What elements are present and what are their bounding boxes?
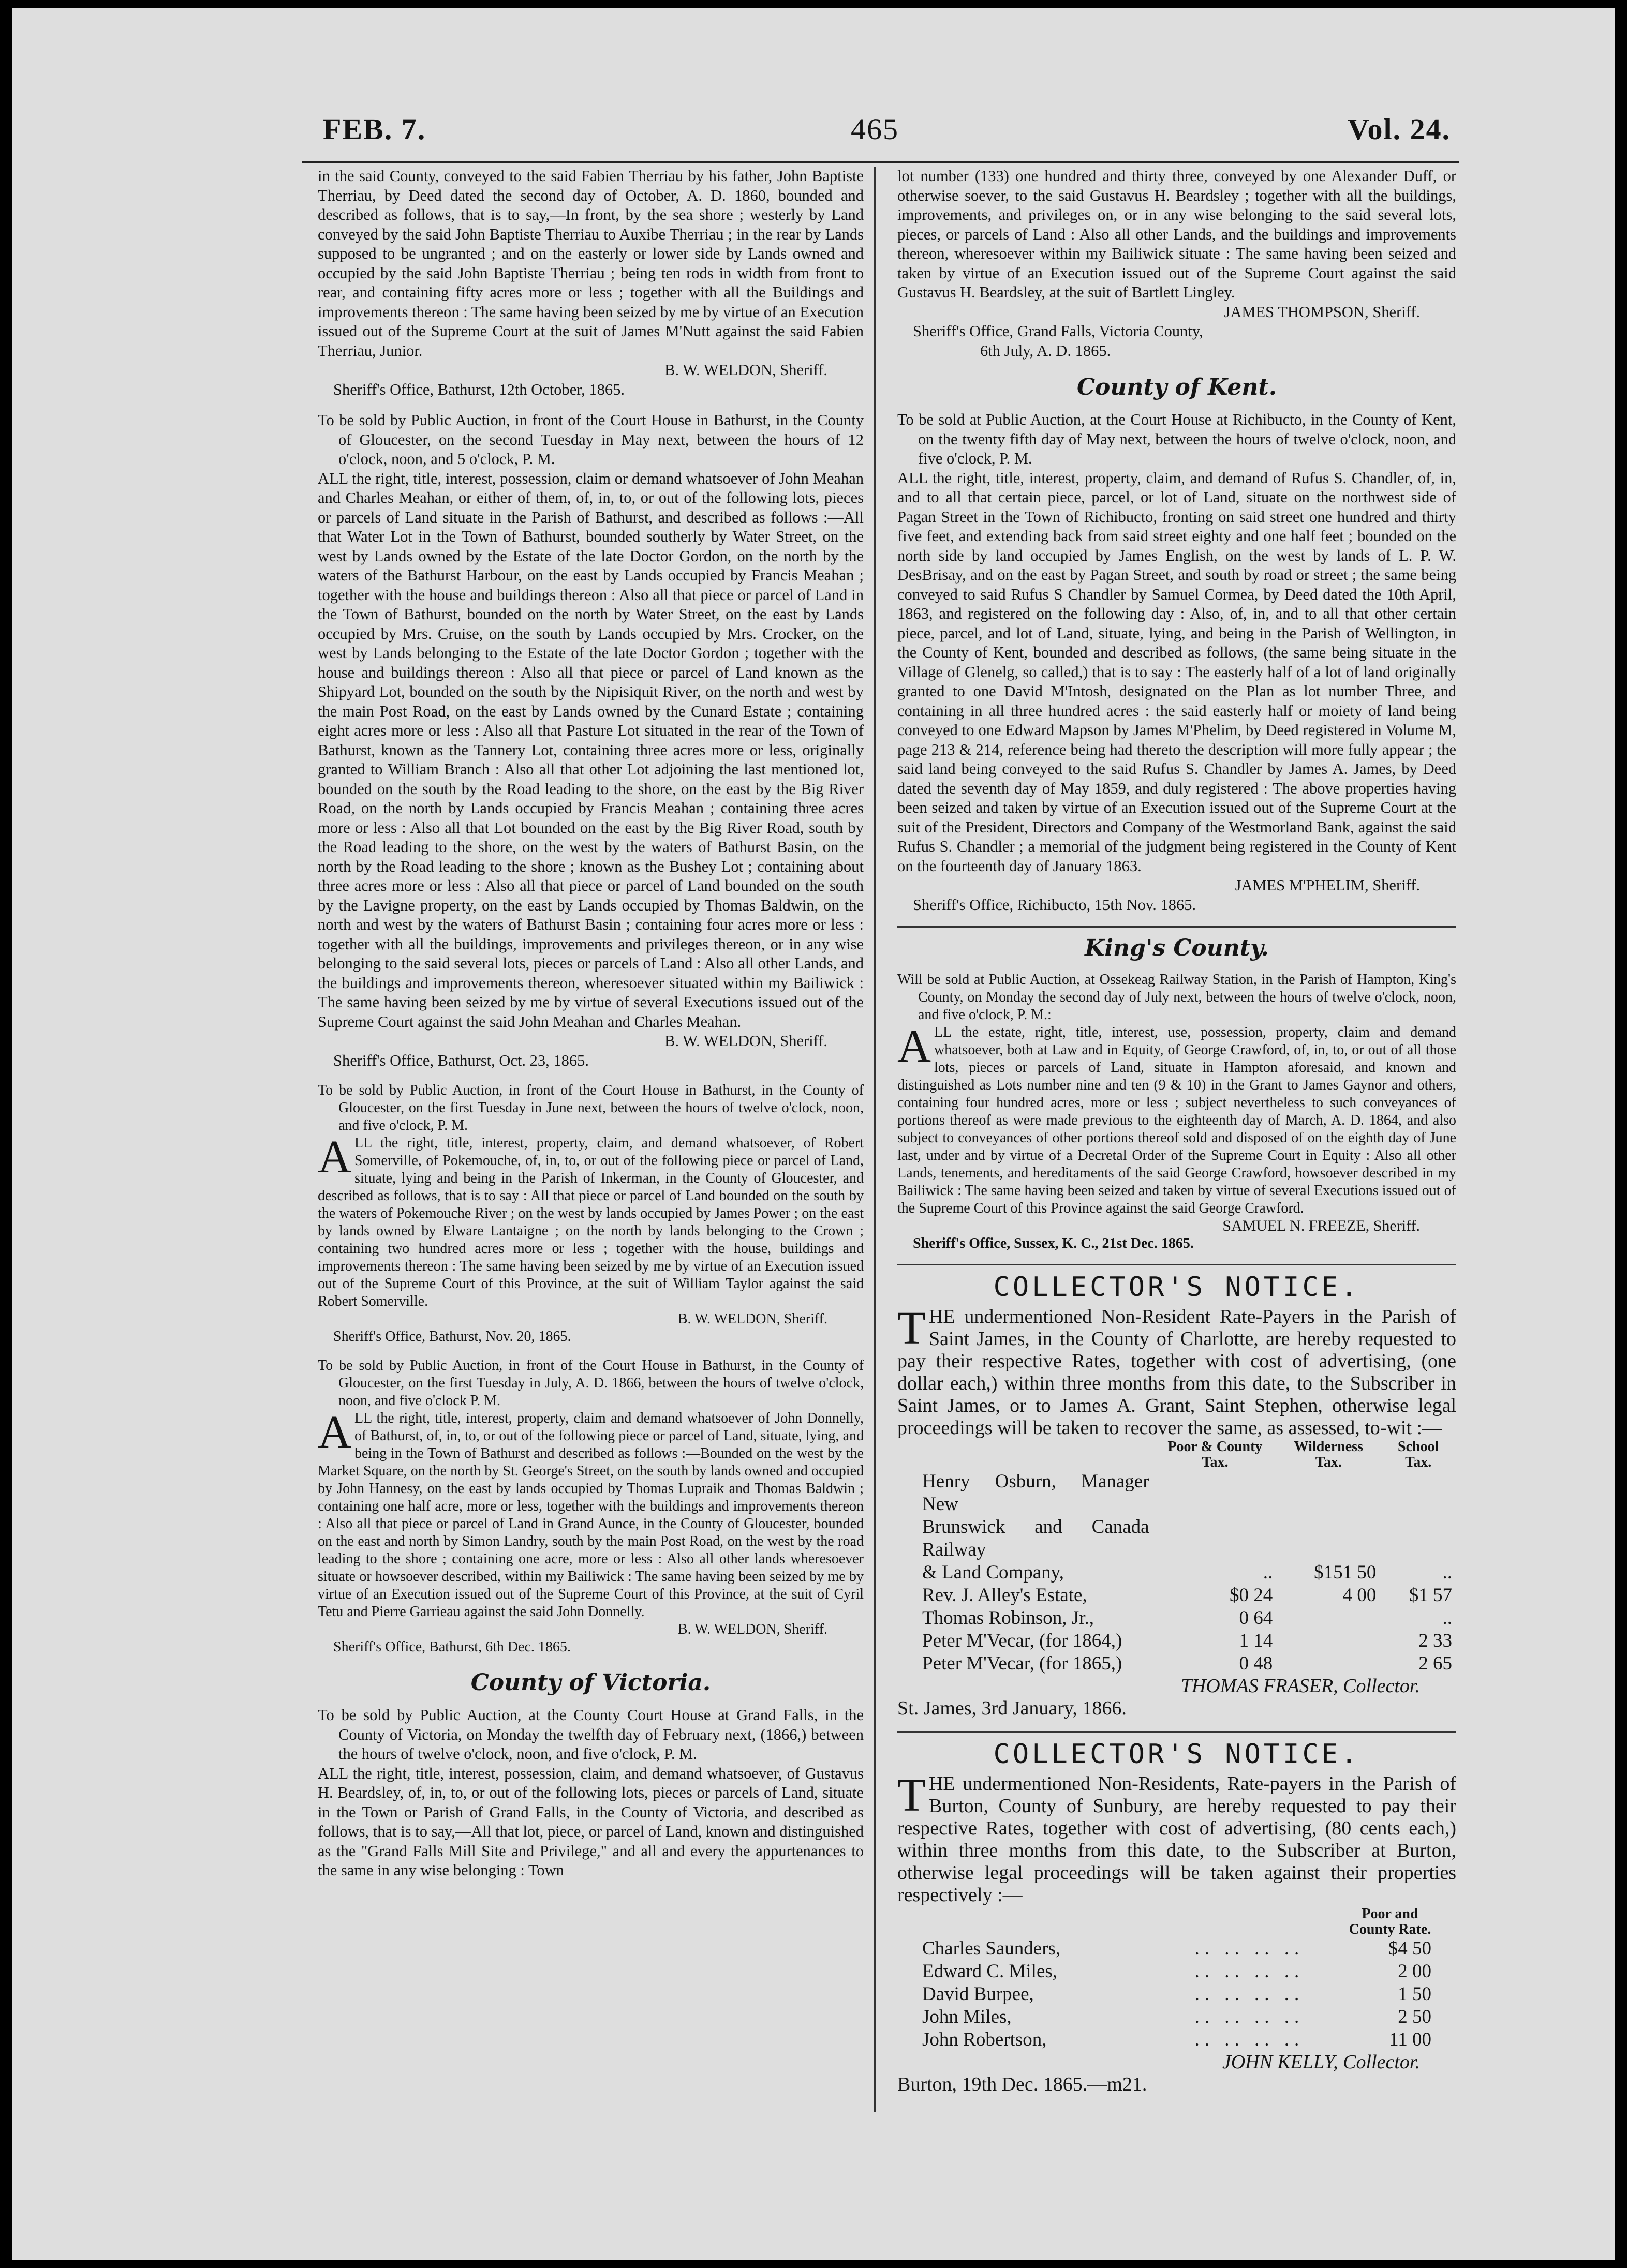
leader-dots: .. .. .. .. (1194, 2006, 1305, 2027)
school-tax: 2 33 (1418, 1630, 1452, 1651)
table-row (918, 1937, 1436, 1960)
advertisement-intro: To be sold by Public Auction, in front of the Court House in Bathurst, in the County of Gloucester, on the second Tuesday in May next, between the hours of 12 o'clock, noon, and 5 o'clock, P. M. (318, 411, 864, 468)
notice-title: COLLECTOR'S NOTICE. (993, 1739, 1360, 1770)
collector-notice (897, 1271, 1456, 1720)
notice-title: COLLECTOR'S NOTICE. (993, 1272, 1360, 1303)
table-header-row (918, 1439, 1456, 1470)
county-heading-kings: King's County. (1085, 935, 1269, 961)
leader-dots: .. .. .. .. (1194, 1961, 1305, 1982)
rate-amount: 11 00 (1389, 2029, 1431, 2050)
sheriff-office-date: Sheriff's Office, Bathurst, 12th October, 1865. (333, 380, 625, 398)
table-row (918, 1584, 1456, 1607)
advertisement (897, 167, 1456, 361)
table-row (918, 1516, 1456, 1561)
wilderness-tax (1277, 1470, 1380, 1516)
header-rule (302, 161, 1459, 163)
poor-county-tax: 0 64 (1239, 1607, 1273, 1629)
leader-dots: .. .. .. .. (1194, 1938, 1305, 1959)
advertisement (318, 1082, 864, 1346)
section-rule (897, 1264, 1456, 1265)
advertisement (897, 410, 1456, 915)
table-row (918, 1607, 1456, 1630)
notice-body: HE undermentioned Non-Resident Rate-Payers in the Parish of Saint James, in the County of Charlotte, are hereby requested to pay their respective Rates, together with cost of advertising, (one dollar each,) within three months from this date, to the Subscriber in Saint James, or to James A. Grant, Saint Stephen, otherwise legal proceedings will be taken to recover the same, as assessed, to-wit :— (897, 1306, 1456, 1439)
sheriff-signature: SAMUEL N. FREEZE, Sheriff. (1222, 1217, 1420, 1234)
collector-signature: THOMAS FRASER, Collector. (1180, 1675, 1420, 1697)
ratepayer-name: John Miles, (922, 2006, 1012, 2027)
section-rule (897, 926, 1456, 928)
table-row (918, 1561, 1456, 1584)
poor-county-tax (1153, 1516, 1277, 1561)
school-tax: .. (1442, 1607, 1452, 1629)
left-column (318, 167, 864, 1892)
sheriff-signature: B. W. WELDON, Sheriff. (677, 1621, 827, 1637)
drop-cap: A (897, 1021, 931, 1072)
newspaper-page (12, 8, 1615, 2260)
advertisement (318, 411, 864, 1070)
ratepayer-name: John Robertson, (922, 2029, 1047, 2050)
sheriff-office-date: Sheriff's Office, Grand Falls, Victoria County, (913, 322, 1203, 340)
rates-table (918, 1439, 1456, 1675)
poor-county-tax: 0 48 (1239, 1653, 1273, 1674)
advertisement-intro: To be sold at Public Auction, at the Court House at Richibucto, in the County of Kent, on the twenty fifth day of May next, between the hours of twelve o'clock, noon, and five o'clock, P. M. (897, 411, 1456, 467)
notice-date: St. James, 3rd January, 1866. (897, 1697, 1127, 1719)
rate-amount: $4 50 (1388, 1938, 1431, 1959)
advertisement-intro: To be sold by Public Auction, in front of the Court House in Bathurst, in the County of Gloucester, on the first Tuesday in June next, between the hours of twelve o'clock, noon, and five o'clock, P. M. (318, 1082, 864, 1133)
rates-table (918, 1906, 1436, 2051)
advertisement-body: LL the estate, right, title, interest, use, possession, property, claim and demand whatsoever, both at Law and in Equity, of George Crawford, of, in, to, or out of all those lots, pieces or parcels of Land, situate in Hampton aforesaid, and known and distinguished as Lots number nine and ten (9 & 10) in the Grant to James Gaynor and others, containing four hundred acres, more or less ; subject nevertheless to such conveyances of portions thereof as were made previous to the eighteenth day of March, A. D. 1864, and also subject to conveyances of other portions thereof sold and disposed of on the eighth day of June last, under and by virtue of a Decretal Order of the Supreme Court in Equity : Also all other Lands, tenements, and hereditaments of the said George Crawford, howsoever described in my Bailiwick : The same having been seized and taken by virtue of several Executions issued out of the Supreme Court of this Province against the said George Crawford. (897, 1024, 1456, 1216)
sheriff-office-date: Sheriff's Office, Bathurst, Nov. 20, 1865. (333, 1329, 571, 1345)
ratepayer-name: Brunswick and Canada Railway (922, 1516, 1149, 1560)
wilderness-tax (1277, 1607, 1380, 1630)
sheriff-signature: JAMES THOMPSON, Sheriff. (1224, 303, 1420, 321)
ratepayer-name: Thomas Robinson, Jr., (922, 1607, 1094, 1629)
header-date: FEB. 7. (323, 112, 426, 146)
sheriff-signature: B. W. WELDON, Sheriff. (677, 1311, 827, 1327)
wilderness-tax: 4 00 (1342, 1585, 1377, 1606)
advertisement-intro: To be sold by Public Auction, at the County Court House at Grand Falls, in the County of Victoria, on Monday the twelfth day of February next, (1866,) between the hours of twelve o'clock, noon, and five o'clock, P. M. (318, 1706, 864, 1763)
advertisement-body: ALL the right, title, interest, possession, claim, and demand whatsoever, of Gustavus H. Beardsley, of, in, to, or out of the following lots, pieces or parcels of Land, situate in the Town or Parish of Grand Falls, in the County of Victoria, and described as follows, that is to say,—All that lot, piece, or parcel of Land, known and distinguished as the "Grand Falls Mill Site and Privilege," and all and every the appurtenances to the same in any wise belonging : Town (318, 1764, 864, 1879)
wilderness-tax (1277, 1652, 1380, 1675)
table-row (918, 1630, 1456, 1652)
poor-county-tax (1153, 1470, 1277, 1516)
notice-date: Burton, 19th Dec. 1865.—m21. (897, 2073, 1147, 2095)
wilderness-tax (1277, 1630, 1380, 1652)
right-column (897, 167, 1456, 2107)
sheriff-signature: JAMES M'PHELIM, Sheriff. (1235, 876, 1420, 894)
sheriff-office-date: Sheriff's Office, Richibucto, 15th Nov. 1865. (913, 896, 1196, 914)
collector-signature: JOHN KELLY, Collector. (1222, 2051, 1420, 2073)
ratepayer-name: & Land Company, (922, 1562, 1064, 1583)
ratepayer-name: David Burpee, (922, 1983, 1034, 2005)
notice-body: HE undermentioned Non-Residents, Rate-payers in the Parish of Burton, County of Sunbury, are hereby requested to pay their respective Rates, together with cost of advertising, (80 cents each,) within three months from this date, to the Subscriber at Burton, otherwise legal proceedings will be taken against their properties respectively :— (897, 1773, 1456, 1906)
advertisement-body: LL the right, title, interest, property, claim, and demand whatsoever, of Robert Somerville, of Pokemouche, of, in, to, or out of the following piece or parcel of Land, situate, lying and being in the Parish of Inkerman, in the County of Gloucester, and described as follows, that is to say : All that piece or parcel of Land bounded on the south by the waters of Pokemouche River ; on the west by lands occupied by James Power ; on the east by lands owned by Elware Lantaigne ; on the north by lands belonging to the Crown ; containing two hundred acres more or less ; together with the house, buildings and improvements thereon : The same having been seized by me by virtue of an Execution issued out of the Supreme Court of this Province, at the suit of William Taylor against the said Robert Somerville. (318, 1135, 864, 1309)
drop-cap: A (318, 1131, 351, 1183)
advertisement-intro: To be sold by Public Auction, in front of the Court House in Bathurst, in the County of Gloucester, on the first Tuesday in July, A. D. 1866, between the hours of twelve o'clock, noon, and five o'clock P. M. (318, 1357, 864, 1409)
advertisement-body: in the said County, conveyed to the said Fabien Therriau by his father, John Baptiste Therriau, by Deed dated the second day of October, A. D. 1860, bounded and described as follows, that is to say,—In front, by the sea shore ; westerly by Land conveyed by the said John Baptiste Therriau to Auxibe Therriau ; in the rear by Lands supposed to be ungranted ; and on the easterly or lower side by Lands owned and occupied by the said John Baptiste Therriau ; being ten rods in width from front to rear, and containing fifty acres more or less ; together with all the Buildings and improvements thereon : The same having been seized by me by virtue of an Execution issued out of the Supreme Court at the suit of James M'Nutt against the said Fabien Therriau, Junior. (318, 167, 864, 360)
collector-notice (897, 1738, 1456, 2096)
column-header: Poor and County Rate. (1349, 1906, 1431, 1937)
advertisement-body: ALL the right, title, interest, property, claim, and demand of Rufus S. Chandler, of, in, and to all that certain piece, parcel, or lot of Land, situate on the northwest side of Pagan Street in the Town of Richibucto, fronting on said street one hundred and thirty five feet, and extending back from said street eighty and one half feet ; bounded on the north side by land occupied by James English, on the west by lands of L. P. W. DesBrisay, and on the east by Pagan Street, and south by road or street ; the same being conveyed to said Rufus S Chandler by Samuel Cormea, by Deed dated the 10th April, 1863, and registered on the following day : Also, of, in, and to all that other certain piece, parcel, and lot of Land, situate, lying, and being in the Parish of Wellington, in the County of Kent, bounded and described as follows, (the same being situate in the Village of Glenelg, so called,) that is to say : The easterly half of a lot of land originally granted to one David M'Intosh, designated on the Plan as lot number Three, and containing in all three hundred acres : the said easterly half or moiety of land being conveyed to one Edward Mapson by James M'Phelim, by Deed registered in Volume M, page 213 & 214, reference being had thereto the description will more fully appear ; the said land being conveyed to the said Rufus S. Chandler by James A. James, by Deed dated the seventh day of May 1859, and duly registered : The above properties having been seized and taken by virtue of an Execution issued out of the Supreme Court at the suit of the President, Directors and Company of the Westmorland Bank, against the said Rufus S. Chandler ; a memorial of the judgment being registered in the County of Kent on the fourteenth day of January 1863. (897, 469, 1456, 875)
rate-amount: 2 50 (1398, 2006, 1431, 2027)
ratepayer-name: Edward C. Miles, (922, 1961, 1058, 1982)
table-row (918, 2006, 1436, 2028)
wilderness-tax (1277, 1516, 1380, 1561)
wilderness-tax: $151 50 (1314, 1562, 1377, 1583)
header-volume: Vol. 24. (1348, 112, 1451, 146)
sheriff-signature: B. W. WELDON, Sheriff. (664, 361, 827, 379)
sheriff-office-date: Sheriff's Office, Sussex, K. C., 21st Dec. 1865. (913, 1235, 1194, 1251)
leader-dots: .. .. .. .. (1194, 2029, 1305, 2050)
advertisement (318, 167, 864, 399)
table-row (918, 1960, 1436, 1983)
sheriff-office-date: Sheriff's Office, Bathurst, 6th Dec. 1865. (333, 1639, 571, 1655)
advertisement (318, 1357, 864, 1656)
county-heading-kent: County of Kent. (1076, 374, 1277, 400)
table-row (918, 1470, 1456, 1516)
table-row (918, 1983, 1436, 2006)
sheriff-office-date: Sheriff's Office, Bathurst, Oct. 23, 1865. (333, 1051, 589, 1069)
column-header: Poor & County Tax. (1167, 1439, 1263, 1470)
table-header-row (918, 1906, 1436, 1937)
leader-dots: .. .. .. .. (1194, 1983, 1305, 2005)
rate-amount: 1 50 (1398, 1983, 1431, 2005)
ratepayer-name: Henry Osburn, Manager New (922, 1471, 1149, 1515)
advertisement (897, 971, 1456, 1252)
county-heading-victoria: County of Victoria. (470, 1669, 711, 1696)
sheriff-office-date: 6th July, A. D. 1865. (980, 341, 1111, 360)
drop-cap: A (318, 1407, 351, 1458)
ratepayer-name: Peter M'Vecar, (for 1864,) (922, 1630, 1122, 1651)
poor-county-tax: .. (1263, 1562, 1273, 1583)
table-row (918, 2028, 1436, 2051)
advertisement-body: lot number (133) one hundred and thirty three, conveyed by one Alexander Duff, or otherwise soever, to the said Gustavus H. Beardsley ; together with all the buildings, improvements, and privileges on, or in any wise belonging to the said several lots, pieces, or parcels of Land : Also all other Lands, and the buildings and improvements thereon, wheresoever within my Bailiwick situate : The same having been seized and taken by virtue of an Execution issued out of the Supreme Court against the said Gustavus H. Beardsley, at the suit of Bartlett Lingley. (897, 167, 1456, 301)
poor-county-tax: $0 24 (1230, 1585, 1273, 1606)
school-tax: $1 57 (1409, 1585, 1452, 1606)
ratepayer-name: Peter M'Vecar, (for 1865,) (922, 1653, 1122, 1674)
advertisement-body: LL the right, title, interest, property, claim and demand whatsoever of John Donnelly, of Bathurst, of, in, to, or out of the following piece or parcel of Land, situate, lying, and being in the Town of Bathurst and described as follows :—Bounded on the west by the Market Square, on the north by St. George's Street, on the south by lands owned and occupied by John Hannesy, on the east by lands occupied by Thomas Lupraik and Thomas Baldwin ; containing one half acre, more or less, together with the buildings and improvements thereon : Also all that piece or parcel of Land in Grand Aunce, in the County of Gloucester, bounded on the east and north by Simon Landry, south by the main Post Road, on the west by the road leading to the shore ; containing one acre, more or less : Also all other lands wheresoever situate or howsoever described, within my Bailiwick : The same having been seized by me by virtue of an Execution issued out of the Supreme Court of this Province, at the suit of Cyril Tetu and Pierre Garrieau against the said John Donnelly. (318, 1410, 864, 1620)
section-rule (897, 1731, 1456, 1733)
column-divider (874, 167, 876, 2112)
advertisement-body: ALL the right, title, interest, possession, claim or demand whatsoever of John Meahan and Charles Meahan, or either of them, of, in, to, or out of the following lots, pieces or parcels of Land situate in the Parish of Bathurst, and described as follows :—All that Water Lot in the Town of Bathurst, bounded southerly by Water Street, on the west by Lands owned by the Estate of the late Doctor Gordon, on the north by the waters of the Bathurst Harbour, on the east by Lands occupied by Francis Meahan ; together with the house and buildings thereon : Also all that piece or parcel of Land in the Town of Bathurst, bounded on the north by Water Street, on the east by Lands occupied by Mrs. Cruise, on the south by Lands occupied by Mrs. Crocker, on the west by Lands belonging to the Estate of the late Doctor Gordon ; together with the house and buildings thereon : Also all that piece or parcel of Land known as the Shipyard Lot, bounded on the south by the Nipisiquit River, on the north and west by the main Post Road, on the east by Lands owned by the Cunard Estate ; containing eight acres more or less : Also all that Pasture Lot situated in the rear of the Town of Bathurst, known as the Tannery Lot, containing three acres more or less, originally granted to William Branch : Also all that other Lot adjoining the last mentioned lot, bounded on the south by the Road leading to the shore, on the east by the Big River Road, on the north by Lands occupied by Francis Meahan ; containing three acres more or less : Also all that Lot bounded on the east by the Big River Road, south by the Road leading to the shore, on the west by the waters of Bathurst Basin, on the north by the Road leading to the shore ; known as the Bushey Lot ; containing about three acres more or less : Also all that piece or parcel of Land bounded on the south by the Lavigne property, on the east by Lands occupied by Thomas Baldwin, on the north and west by the waters of Bathurst Basin ; containing four acres more or less : together with all the buildings, improvements and privileges thereon, or in any wise belonging to the said several lots, pieces or parcels of Land : Also all other Lands, and the buildings and improvements thereon, wheresoever situated within my Bailiwick : The same having been seized by me by virtue of several Executions issued out of the Supreme Court against the said John Meahan and Charles Meahan. (318, 469, 864, 1031)
advertisement-intro: Will be sold at Public Auction, at Ossekeag Railway Station, in the Parish of Hampton, King's County, on Monday the second day of July next, between the hours of twelve o'clock, noon, and five o'clock, P. M.: (897, 972, 1456, 1023)
drop-cap: T (897, 1303, 926, 1354)
sheriff-signature: B. W. WELDON, Sheriff. (664, 1032, 827, 1050)
ratepayer-name: Charles Saunders, (922, 1938, 1061, 1959)
drop-cap: T (897, 1770, 926, 1821)
school-tax: .. (1442, 1562, 1452, 1583)
ratepayer-name: Rev. J. Alley's Estate, (922, 1585, 1087, 1606)
table-row (918, 1652, 1456, 1675)
poor-county-tax: 1 14 (1239, 1630, 1273, 1651)
column-header: School Tax. (1398, 1439, 1439, 1470)
school-tax (1380, 1516, 1456, 1561)
rate-amount: 2 00 (1398, 1961, 1431, 1982)
school-tax: 2 65 (1418, 1653, 1452, 1674)
column-header: Wilderness Tax. (1294, 1439, 1363, 1470)
advertisement (318, 1706, 864, 1881)
header-page-number: 465 (851, 112, 899, 146)
school-tax (1380, 1470, 1456, 1516)
